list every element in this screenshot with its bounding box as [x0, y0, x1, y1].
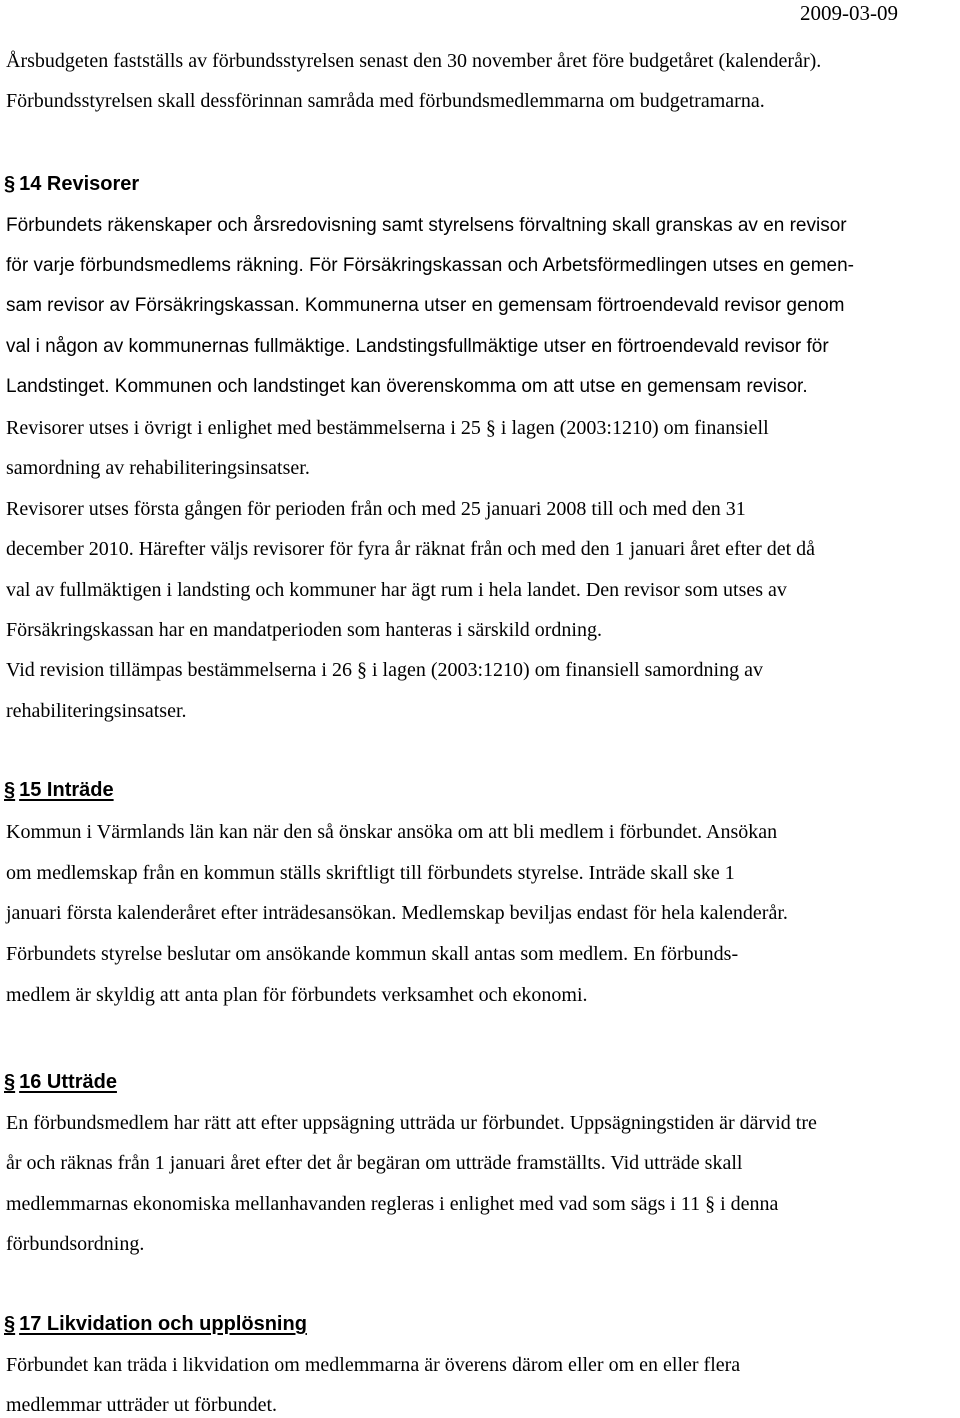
section-15-line-2: om medlemskap från en kommun ställs skriftligt till förbundets styrelse. Inträde skall ske 1	[6, 862, 735, 884]
section-14-revisorer-text-b: i lagen (2003:1210) om finansiell	[500, 417, 769, 439]
section-14-vid-text-b: i lagen (2003:1210) om finansiell samordning av	[371, 659, 763, 681]
section-14-vid-line-2: rehabiliteringsinsatser.	[6, 700, 187, 722]
section-14-line-3: sam revisor av Försäkringskassan. Kommunerna utser en gemensam förtroendevald revisor genom	[6, 295, 845, 316]
section-14-vid-line	[6, 659, 763, 682]
section-15-heading	[4, 779, 114, 802]
section-14-period-line-3: val av fullmäktigen i landsting och kommuner har ägt rum i hela landet. Den revisor som utses av	[6, 579, 787, 601]
section-14-revisorer-text-a: Revisorer utses i övrigt i enlighet med bestämmelserna i 25	[6, 417, 481, 439]
section-16-line-3-symbol: §	[705, 1193, 716, 1215]
section-15-line-4: Förbundets styrelse beslutar om ansökande kommun skall antas som medlem. En förbunds-	[6, 943, 739, 965]
section-16-heading	[4, 1071, 117, 1094]
section-14-vid-symbol: §	[356, 659, 367, 681]
section-14-line-4: val i någon av kommunernas fullmäktige. Landstingsfullmäktige utser en förtroendevald revisor för	[6, 336, 829, 357]
section-14-line-5: Landstinget. Kommunen och landstinget kan överenskomma om att utse en gemensam revisor.	[6, 376, 808, 397]
section-14-revisorer-line	[6, 417, 769, 440]
section-14-period-line-1: Revisorer utses första gången för perioden från och med 25 januari 2008 till och med den 31	[6, 498, 746, 520]
section-16-line-3-text-a: medlemmarnas ekonomiska mellanhavanden regleras i enlighet med vad som sägs i 11	[6, 1193, 701, 1215]
section-14-title: 14 Revisorer	[19, 173, 140, 195]
section-17-heading	[4, 1313, 307, 1336]
section-16-symbol: §	[4, 1071, 16, 1093]
section-14-line-2: för varje förbundsmedlems räkning. För Försäkringskassan och Arbetsförmedlingen utses en gemen-	[6, 255, 855, 276]
section-15-line-1: Kommun i Värmlands län kan när den så önskar ansöka om att bli medlem i förbundet. Ansökan	[6, 821, 778, 843]
section-16-line-2: år och räknas från 1 januari året efter det år begäran om utträde framställts. Vid utträde skall	[6, 1152, 743, 1174]
section-14-period-line-2: december 2010. Härefter väljs revisorer för fyra år räknat från och med den 1 januari året efter det då	[6, 538, 816, 560]
section-16-line-3	[6, 1193, 778, 1216]
section-14-period-line-4: Försäkringskassan har en mandatperioden som hanteras i särskild ordning.	[6, 619, 602, 641]
intro-line-1: Årsbudgeten fastställs av förbundsstyrelsen senast den 30 november året före budgetåret (kalenderår).	[6, 50, 822, 72]
section-17-line-2: medlemmar utträder ut förbundet.	[6, 1394, 278, 1416]
section-15-symbol: §	[4, 779, 16, 801]
section-16-line-3-text-b: i denna	[720, 1193, 779, 1215]
section-14-line-1: Förbundets räkenskaper och årsredovisning samt styrelsens förvaltning skall granskas av en revisor	[6, 215, 847, 236]
section-16-line-1: En förbundsmedlem har rätt att efter uppsägning utträda ur förbundet. Uppsägningstiden är därvid tre	[6, 1112, 817, 1134]
section-14-revisorer-symbol: §	[485, 417, 496, 439]
intro-line-2: Förbundsstyrelsen skall dessförinnan samråda med förbundsmedlemmarna om budgetramarna.	[6, 90, 765, 112]
section-17-line-1: Förbundet kan träda i likvidation om medlemmarna är överens därom eller om en eller flera	[6, 1354, 741, 1376]
section-17-symbol: §	[4, 1313, 16, 1335]
document-date: 2009-03-09	[800, 1, 898, 25]
section-14-vid-text-a: Vid revision tillämpas bestämmelserna i 26	[6, 659, 352, 681]
section-17-title: 17 Likvidation och upplösning	[19, 1313, 307, 1335]
section-15-line-3: januari första kalenderåret efter inträdesansökan. Medlemskap beviljas endast för hela kalenderår.	[6, 902, 788, 924]
section-15-line-5: medlem är skyldig att anta plan för förbundets verksamhet och ekonomi.	[6, 984, 588, 1006]
section-16-title: 16 Utträde	[19, 1071, 117, 1093]
section-14-symbol: §	[4, 173, 16, 195]
section-14-heading	[4, 173, 139, 196]
section-15-title: 15 Inträde	[19, 779, 114, 801]
section-14-revisorer-line-2: samordning av rehabiliteringsinsatser.	[6, 457, 310, 479]
section-16-line-4: förbundsordning.	[6, 1233, 145, 1255]
